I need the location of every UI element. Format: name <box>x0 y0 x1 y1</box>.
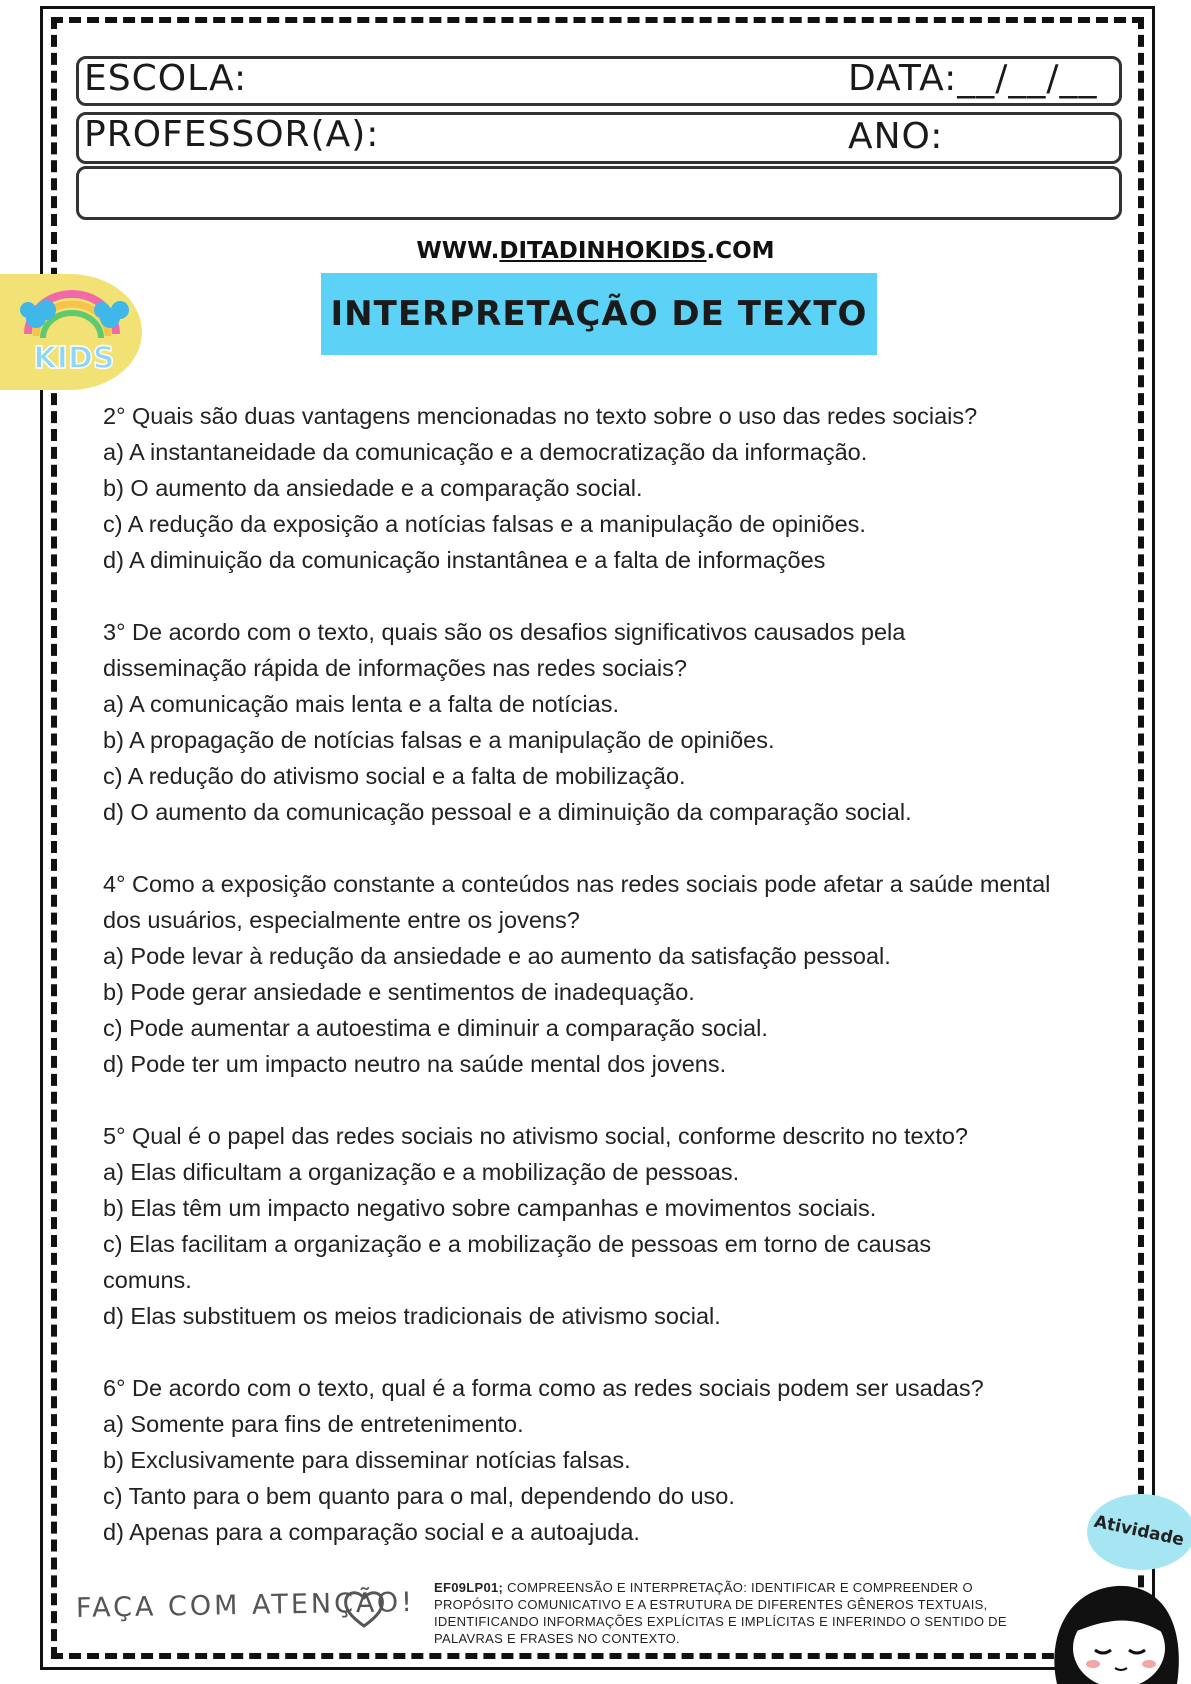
question-text: 5° Qual é o papel das redes sociais no ativismo social, conforme descrito no texto? <box>103 1123 968 1149</box>
question-text: 6° De acordo com o texto, qual é a forma como as redes sociais podem ser usadas? <box>103 1375 984 1401</box>
bncc-skill <box>434 1579 1034 1647</box>
question-4 <box>103 866 1103 1082</box>
atividade-badge-text: Atividade <box>1092 1511 1186 1551</box>
bncc-description: COMPREENSÃO E INTERPRETAÇÃO: IDENTIFICAR E COMPREENDER O PROPÓSITO COMUNICATIVO E A ESTRUTURA DE DIFERENTES GÊNEROS TEXTUAIS, IDENTIFICANDO INFORMAÇÕES EXPLÍCITAS E IMPLÍCITAS E INFERINDO O SENTIDO DE PALAVRAS E FRASES NO CONTEXTO. <box>434 1580 1007 1646</box>
page-title: INTERPRETAÇÃO DE TEXTO <box>321 273 877 355</box>
option-a: a) Pode levar à redução da ansiedade e ao aumento da satisfação pessoal. <box>103 943 891 969</box>
option-d: d) Apenas para a comparação social e a autoajuda. <box>103 1519 640 1545</box>
kids-logo-text: KIDS <box>33 341 115 376</box>
option-b: b) Pode gerar ansiedade e sentimentos de inadequação. <box>103 979 695 1005</box>
site-prefix: WWW. <box>416 238 500 264</box>
questions-list <box>103 398 1103 1586</box>
girl-illustration <box>1037 1560 1187 1684</box>
option-b: b) Elas têm um impacto negativo sobre campanhas e movimentos sociais. <box>103 1195 877 1221</box>
question-3 <box>103 614 1103 830</box>
header-row-blank <box>76 166 1122 220</box>
question-text: 3° De acordo com o texto, quais são os desafios significativos causados pela disseminação rápida de informações nas redes sociais? <box>103 619 906 681</box>
option-d: d) Elas substituem os meios tradicionais de ativismo social. <box>103 1303 721 1329</box>
option-d: d) Pode ter um impacto neutro na saúde mental dos jovens. <box>103 1051 727 1077</box>
question-6 <box>103 1370 1103 1550</box>
question-5 <box>103 1118 1103 1334</box>
option-d: d) O aumento da comunicação pessoal e a diminuição da comparação social. <box>103 799 912 825</box>
faca-com-atencao: FAÇA COM ATENÇÃO! <box>75 1587 416 1624</box>
option-a: a) Somente para fins de entretenimento. <box>103 1411 524 1437</box>
option-c: c) Tanto para o bem quanto para o mal, dependendo do uso. <box>103 1483 735 1509</box>
professor-label: PROFESSOR(A): <box>84 114 380 155</box>
option-d: d) A diminuição da comunicação instantânea e a falta de informações <box>103 547 826 573</box>
kids-logo <box>0 274 145 390</box>
option-a: a) A instantaneidade da comunicação e a democratização da informação. <box>103 439 868 465</box>
option-a: a) Elas dificultam a organização e a mobilização de pessoas. <box>103 1159 740 1185</box>
option-c: c) A redução do ativismo social e a falta de mobilização. <box>103 763 686 789</box>
option-c: c) Pode aumentar a autoestima e diminuir a comparação social. <box>103 1015 768 1041</box>
question-text: 2° Quais são duas vantagens mencionadas no texto sobre o uso das redes sociais? <box>103 403 978 429</box>
heart-icon <box>340 1584 388 1632</box>
site-url <box>0 238 1191 264</box>
option-c: c) A redução da exposição a notícias falsas e a manipulação de opiniões. <box>103 511 866 537</box>
option-c: c) Elas facilitam a organização e a mobilização de pessoas em torno de causas comuns. <box>103 1231 932 1293</box>
question-text: 4° Como a exposição constante a conteúdos nas redes sociais pode afetar a saúde mental dos usuários, especialmente entre os jovens? <box>103 871 1051 933</box>
site-domain: DITADINHOKIDS <box>499 238 707 264</box>
bncc-code: EF09LP01; <box>434 1580 504 1595</box>
option-b: b) Exclusivamente para disseminar notícias falsas. <box>103 1447 631 1473</box>
ano-label: ANO: <box>848 116 944 157</box>
question-2 <box>103 398 1103 578</box>
option-b: b) O aumento da ansiedade e a comparação social. <box>103 475 643 501</box>
site-suffix: .COM <box>706 238 775 264</box>
data-label: DATA:__/__/__ <box>848 58 1098 99</box>
option-a: a) A comunicação mais lenta e a falta de notícias. <box>103 691 619 717</box>
option-b: b) A propagação de notícias falsas e a manipulação de opiniões. <box>103 727 775 753</box>
escola-label: ESCOLA: <box>84 58 248 99</box>
